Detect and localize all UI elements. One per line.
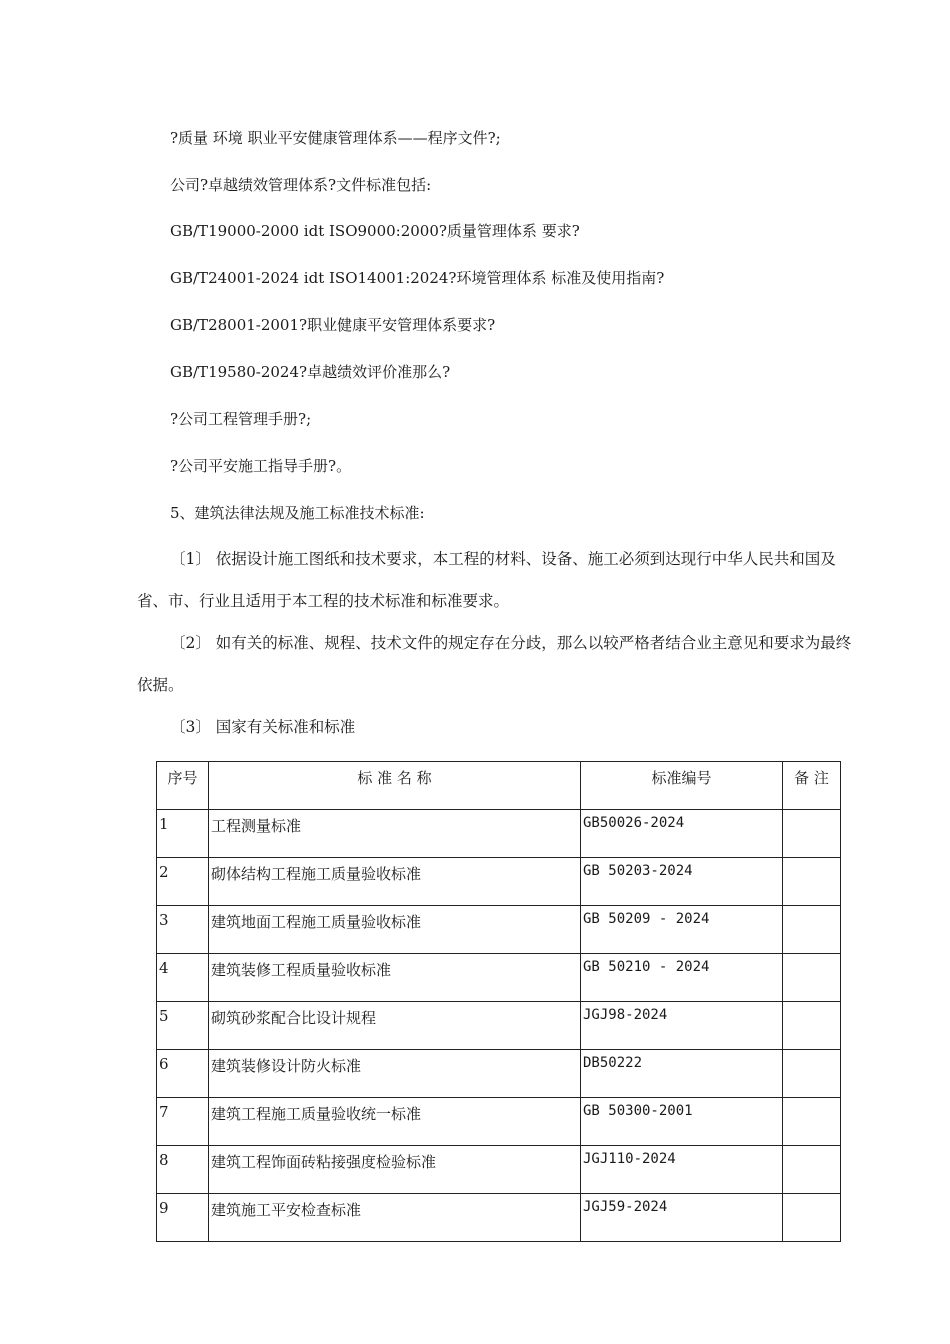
cell-standard-code: GB 50209 - 2024: [581, 906, 783, 954]
cell-standard-name: 砌体结构工程施工质量验收标准: [209, 858, 581, 906]
header-standard-code: 标准编号: [581, 762, 783, 810]
cell-standard-code: GB 50210 - 2024: [581, 954, 783, 1002]
cell-number: 5: [157, 1002, 209, 1050]
cell-number: 7: [157, 1098, 209, 1146]
table-row: [157, 1146, 841, 1194]
cell-remarks: [783, 954, 841, 1002]
table-row: [157, 1050, 841, 1098]
text-line-company-standards: 公司?卓越绩效管理体系?文件标准包括:: [170, 176, 432, 194]
header-standard-name: 标 准 名 称: [209, 762, 581, 810]
header-remarks: 备 注: [783, 762, 841, 810]
table-row: [157, 810, 841, 858]
header-number: 序号: [157, 762, 209, 810]
cell-standard-name: 建筑施工平安检查标准: [209, 1194, 581, 1242]
cell-number: 6: [157, 1050, 209, 1098]
cell-remarks: [783, 858, 841, 906]
cell-standard-name: 建筑工程施工质量验收统一标准: [209, 1098, 581, 1146]
cell-standard-code: DB50222: [581, 1050, 783, 1098]
text-line-engineering-manual: ?公司工程管理手册?;: [170, 410, 312, 428]
table-body: [157, 810, 841, 1242]
cell-number: 3: [157, 906, 209, 954]
cell-standard-name: 建筑装修工程质量验收标准: [209, 954, 581, 1002]
paragraph-2-text: 〔2〕 如有关的标准、规程、技术文件的规定存在分歧，那么以较严格者结合业主意见和要求为最终依据。: [137, 634, 852, 694]
cell-standard-code: JGJ110-2024: [581, 1146, 783, 1194]
cell-remarks: [783, 1050, 841, 1098]
cell-number: 2: [157, 858, 209, 906]
cell-number: 8: [157, 1146, 209, 1194]
cell-remarks: [783, 1146, 841, 1194]
cell-standard-name: 建筑装修设计防火标准: [209, 1050, 581, 1098]
table-row: [157, 1194, 841, 1242]
paragraph-3: [137, 706, 859, 748]
cell-standard-code: JGJ59-2024: [581, 1194, 783, 1242]
cell-remarks: [783, 906, 841, 954]
section-heading-5: 5、建筑法律法规及施工标准技术标准:: [170, 504, 425, 522]
cell-standard-name: 砌筑砂浆配合比设计规程: [209, 1002, 581, 1050]
cell-remarks: [783, 1098, 841, 1146]
cell-number: 9: [157, 1194, 209, 1242]
cell-standard-name: 建筑工程饰面砖粘接强度检验标准: [209, 1146, 581, 1194]
text-line-gb-t19000: GB/T19000-2000 idt ISO9000:2000?质量管理体系 要求?: [170, 222, 580, 240]
cell-number: 1: [157, 810, 209, 858]
text-line-procedure-docs: ?质量 环境 职业平安健康管理体系——程序文件?;: [170, 129, 501, 147]
table-row: [157, 1002, 841, 1050]
cell-standard-name: 工程测量标准: [209, 810, 581, 858]
cell-standard-code: GB50026-2024: [581, 810, 783, 858]
cell-remarks: [783, 1194, 841, 1242]
text-line-gb-t19580: GB/T19580-2024?卓越绩效评价准那么?: [170, 363, 451, 381]
cell-number: 4: [157, 954, 209, 1002]
cell-standard-name: 建筑地面工程施工质量验收标准: [209, 906, 581, 954]
cell-standard-code: GB 50203-2024: [581, 858, 783, 906]
standards-table: [156, 761, 841, 1242]
text-line-safety-manual: ?公司平安施工指导手册?。: [170, 457, 352, 475]
text-line-gb-t28001: GB/T28001-2001?职业健康平安管理体系要求?: [170, 316, 496, 334]
text-line-gb-t24001: GB/T24001-2024 idt ISO14001:2024?环境管理体系 标准及使用指南?: [170, 269, 665, 287]
cell-standard-code: GB 50300-2001: [581, 1098, 783, 1146]
table-row: [157, 906, 841, 954]
paragraph-1-text: 〔1〕 依据设计施工图纸和技术要求，本工程的材料、设备、施工必须到达现行中华人民共和国及省、市、行业且适用于本工程的技术标准和标准要求。: [137, 550, 836, 610]
table-header-row: [157, 762, 841, 810]
cell-remarks: [783, 810, 841, 858]
paragraph-2: [137, 622, 859, 706]
table-row: [157, 1098, 841, 1146]
table-row: [157, 858, 841, 906]
paragraph-3-text: 〔3〕 国家有关标准和标准: [170, 718, 356, 736]
table-row: [157, 954, 841, 1002]
paragraph-1: [137, 538, 859, 622]
cell-remarks: [783, 1002, 841, 1050]
cell-standard-code: JGJ98-2024: [581, 1002, 783, 1050]
